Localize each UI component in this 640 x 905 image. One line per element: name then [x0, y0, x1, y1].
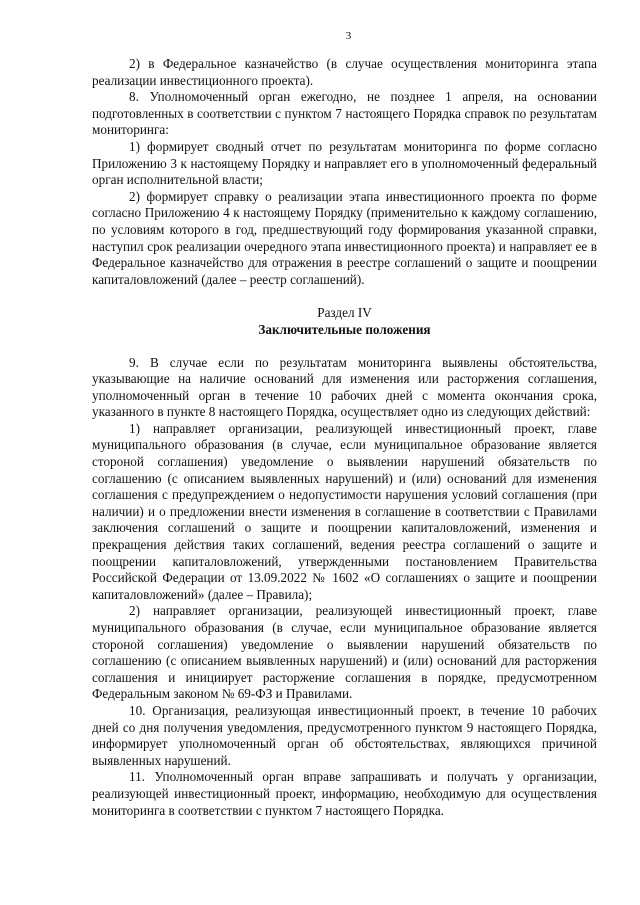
paragraph-10: 10. Организация, реализующая инвестиционный проект, в течение 10 рабочих дней со дня получения уведомления, предусмотренного пунктом 9 настоящего Порядка, информирует уполномоченный орган об обстоятельствах, являющихся причиной выявленных нарушений.: [92, 702, 597, 768]
paragraph-9: 9. В случае если по результатам мониторинга выявлены обстоятельства, указывающие на наличие оснований для изменения или расторжения соглашения, уполномоченный орган в течение 10 рабочих дней с момента окончания срока, указанного в пункте 8 настоящего Порядка, осуществляет одно из следующих действий:: [92, 354, 597, 420]
paragraph-7-item-2: 2) в Федеральное казначейство (в случае осуществления мониторинга этапа реализации инвестиционного проекта).: [92, 56, 597, 88]
paragraph-8-item-2: 2) формирует справку о реализации этапа инвестиционного проекта по форме согласно Приложению 4 к настоящему Порядку (применительно к каждому соглашению, по условиям которого в год, предшествующий году формирования указанной справки, наступил срок реализации очередного этапа инвестиционного проекта) и направляет ее в Федеральное казначейство для отражения в реестре соглашений о защите и поощрении капиталовложений (далее – реестр соглашений).: [92, 188, 597, 287]
section-title: Раздел IV: [317, 305, 372, 321]
page-number: 3: [345, 30, 352, 42]
paragraph-8-item-1: 1) формирует сводный отчет по результатам мониторинга по форме согласно Приложению 3 к настоящему Порядку и направляет его в уполномоченный федеральный орган исполнительной власти;: [92, 138, 597, 188]
paragraph-8: 8. Уполномоченный орган ежегодно, не позднее 1 апреля, на основании подготовленных в соответствии с пунктом 7 настоящего Порядка справок по результатам мониторинга:: [92, 89, 597, 138]
paragraph-9-item-1: 1) направляет организации, реализующей инвестиционный проект, главе муниципального образования (в случае, если муниципальное образование является стороной соглашения) уведомление о выявлении нарушений обязательств по соглашению (с описанием выявленных нарушений) и (или) оснований для изменения соглашения с предупреждением о недопустимости нарушения условий соглашения (при наличии) и о предложении внести изменения в соглашение в соответствии с Правилами заключения соглашений о защите и поощрении капиталовложений, изменения и прекращения действия таких соглашений, ведения реестра соглашений о защите и поощрении капиталовложений, утвержденными постановлением Правительства Российской Федерации от 13.09.2022 № 1602 «О соглашениях о защите и поощрении капиталовложений» (далее – Правила);: [92, 420, 597, 602]
paragraph-9-item-2: 2) направляет организации, реализующей инвестиционный проект, главе муниципального образования (в случае, если муниципальное образование является стороной соглашения) уведомление о выявлении нарушений обязательств по соглашению (с описанием выявленных нарушений) и (или) оснований для расторжения соглашения и инициирует расторжение соглашения в порядке, предусмотренном Федеральным законом № 69-ФЗ и Правилами.: [92, 603, 597, 702]
section-spacer: [92, 288, 597, 305]
paragraph-11: 11. Уполномоченный орган вправе запрашивать и получать у организации, реализующей инвестиционный проект, информацию, необходимую для осуществления мониторинга в соответствии с пунктом 7 настоящего Порядка.: [92, 769, 597, 818]
section-heading: Заключительные положения: [258, 321, 431, 337]
document-page: [92, 30, 597, 819]
